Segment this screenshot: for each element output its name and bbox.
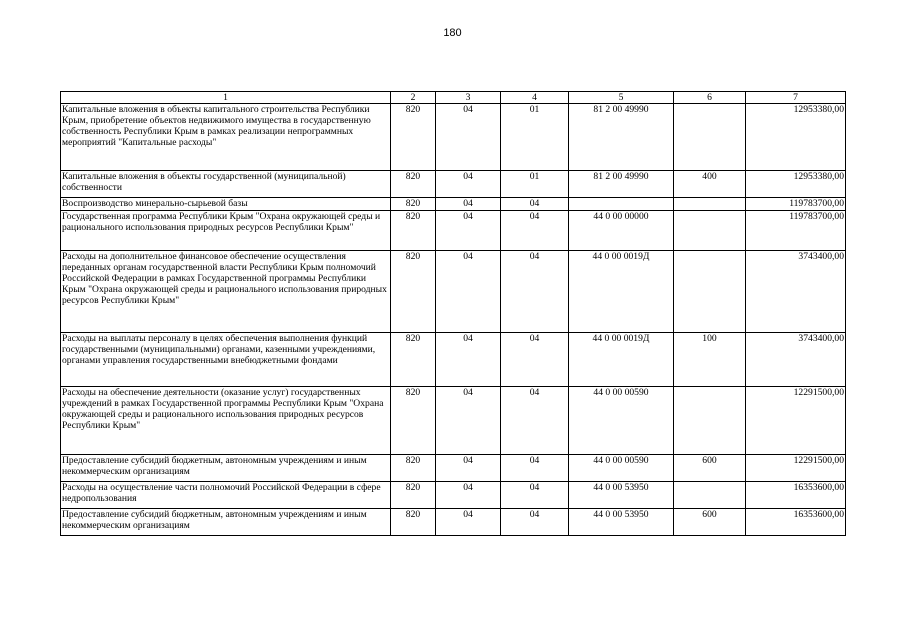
section-code-cell: 04 — [436, 251, 501, 333]
column-number-row — [61, 92, 846, 104]
ministry-code-cell: 820 — [391, 251, 436, 333]
column-header: 3 — [436, 92, 501, 104]
expense-type-cell — [674, 211, 746, 251]
ministry-code-cell: 820 — [391, 171, 436, 198]
section-code-cell: 04 — [436, 211, 501, 251]
row-name-cell: Капитальные вложения в объекты капитального строительства Республики Крым, приобретение объектов недвижимого имущества в государственную собственность Республики Крым в рамках реализации непрограммных мероприятий "Капитальные расходы" — [61, 104, 391, 171]
target-article-cell: 44 0 00 53950 — [569, 482, 674, 509]
ministry-code-cell: 820 — [391, 387, 436, 455]
expense-type-cell — [674, 482, 746, 509]
amount-cell: 119783700,00 — [746, 198, 846, 211]
table-row — [61, 387, 846, 455]
target-article-cell: 44 0 00 0019Д — [569, 251, 674, 333]
subsection-code-cell: 04 — [501, 509, 569, 536]
expense-type-cell — [674, 198, 746, 211]
expense-type-cell — [674, 387, 746, 455]
ministry-code-cell: 820 — [391, 211, 436, 251]
subsection-code-cell: 04 — [501, 482, 569, 509]
target-article-cell: 81 2 00 49990 — [569, 104, 674, 171]
ministry-code-cell: 820 — [391, 198, 436, 211]
subsection-code-cell: 01 — [501, 171, 569, 198]
table-row — [61, 333, 846, 387]
target-article-cell: 44 0 00 0019Д — [569, 333, 674, 387]
amount-cell: 12291500,00 — [746, 387, 846, 455]
row-name-cell: Воспроизводство минерально-сырьевой базы — [61, 198, 391, 211]
subsection-code-cell: 04 — [501, 211, 569, 251]
table-row — [61, 509, 846, 536]
subsection-code-cell: 01 — [501, 104, 569, 171]
target-article-cell: 44 0 00 00590 — [569, 455, 674, 482]
column-header: 7 — [746, 92, 846, 104]
target-article-cell: 44 0 00 00590 — [569, 387, 674, 455]
section-code-cell: 04 — [436, 104, 501, 171]
target-article-cell: 81 2 00 49990 — [569, 171, 674, 198]
amount-cell: 12953380,00 — [746, 171, 846, 198]
table-row — [61, 211, 846, 251]
amount-cell: 3743400,00 — [746, 251, 846, 333]
table-row — [61, 171, 846, 198]
ministry-code-cell: 820 — [391, 482, 436, 509]
amount-cell: 12953380,00 — [746, 104, 846, 171]
row-name-cell: Расходы на выплаты персоналу в целях обеспечения выполнения функций государственными (муниципальными) органами, казенными учреждениями, органами управления государственными внебюджетными фондами — [61, 333, 391, 387]
subsection-code-cell: 04 — [501, 455, 569, 482]
expense-type-cell: 400 — [674, 171, 746, 198]
ministry-code-cell: 820 — [391, 333, 436, 387]
target-article-cell: 44 0 00 00000 — [569, 211, 674, 251]
row-name-cell: Предоставление субсидий бюджетным, автономным учреждениям и иным некоммерческим организациям — [61, 455, 391, 482]
row-name-cell: Капитальные вложения в объекты государственной (муниципальной) собственности — [61, 171, 391, 198]
expense-type-cell: 600 — [674, 509, 746, 536]
target-article-cell — [569, 198, 674, 211]
row-name-cell: Предоставление субсидий бюджетным, автономным учреждениям и иным некоммерческим организациям — [61, 509, 391, 536]
table-row — [61, 455, 846, 482]
column-header: 4 — [501, 92, 569, 104]
expense-type-cell — [674, 251, 746, 333]
subsection-code-cell: 04 — [501, 251, 569, 333]
section-code-cell: 04 — [436, 387, 501, 455]
amount-cell: 16353600,00 — [746, 482, 846, 509]
row-name-cell: Государственная программа Республики Крым "Охрана окружающей среды и рационального использования природных ресурсов Республики Крым" — [61, 211, 391, 251]
amount-cell: 16353600,00 — [746, 509, 846, 536]
amount-cell: 119783700,00 — [746, 211, 846, 251]
table-row — [61, 104, 846, 171]
section-code-cell: 04 — [436, 198, 501, 211]
column-header: 6 — [674, 92, 746, 104]
section-code-cell: 04 — [436, 455, 501, 482]
amount-cell: 3743400,00 — [746, 333, 846, 387]
column-header: 2 — [391, 92, 436, 104]
expense-type-cell: 600 — [674, 455, 746, 482]
row-name-cell: Расходы на осуществление части полномочий Российской Федерации в сфере недропользования — [61, 482, 391, 509]
subsection-code-cell: 04 — [501, 333, 569, 387]
expense-type-cell — [674, 104, 746, 171]
ministry-code-cell: 820 — [391, 509, 436, 536]
section-code-cell: 04 — [436, 171, 501, 198]
column-header: 5 — [569, 92, 674, 104]
ministry-code-cell: 820 — [391, 104, 436, 171]
table-row — [61, 251, 846, 333]
amount-cell: 12291500,00 — [746, 455, 846, 482]
subsection-code-cell: 04 — [501, 198, 569, 211]
page-number: 180 — [443, 27, 462, 39]
table-row — [61, 482, 846, 509]
budget-table — [60, 91, 846, 536]
section-code-cell: 04 — [436, 482, 501, 509]
subsection-code-cell: 04 — [501, 387, 569, 455]
ministry-code-cell: 820 — [391, 455, 436, 482]
expense-type-cell: 100 — [674, 333, 746, 387]
row-name-cell: Расходы на дополнительное финансовое обеспечение осуществления переданных органам государственной власти Республики Крым полномочий Российской Федерации в рамках Государственной программы Республики Крым "Охрана окружающей среды и рационального использования природных ресурсов Республики Крым" — [61, 251, 391, 333]
row-name-cell: Расходы на обеспечение деятельности (оказание услуг) государственных учреждений в рамках Государственной программы Республики Крым "Охрана окружающей среды и рационального использования природных ресурсов Республики Крым" — [61, 387, 391, 455]
table-row — [61, 198, 846, 211]
section-code-cell: 04 — [436, 509, 501, 536]
column-header: 1 — [61, 92, 391, 104]
target-article-cell: 44 0 00 53950 — [569, 509, 674, 536]
section-code-cell: 04 — [436, 333, 501, 387]
